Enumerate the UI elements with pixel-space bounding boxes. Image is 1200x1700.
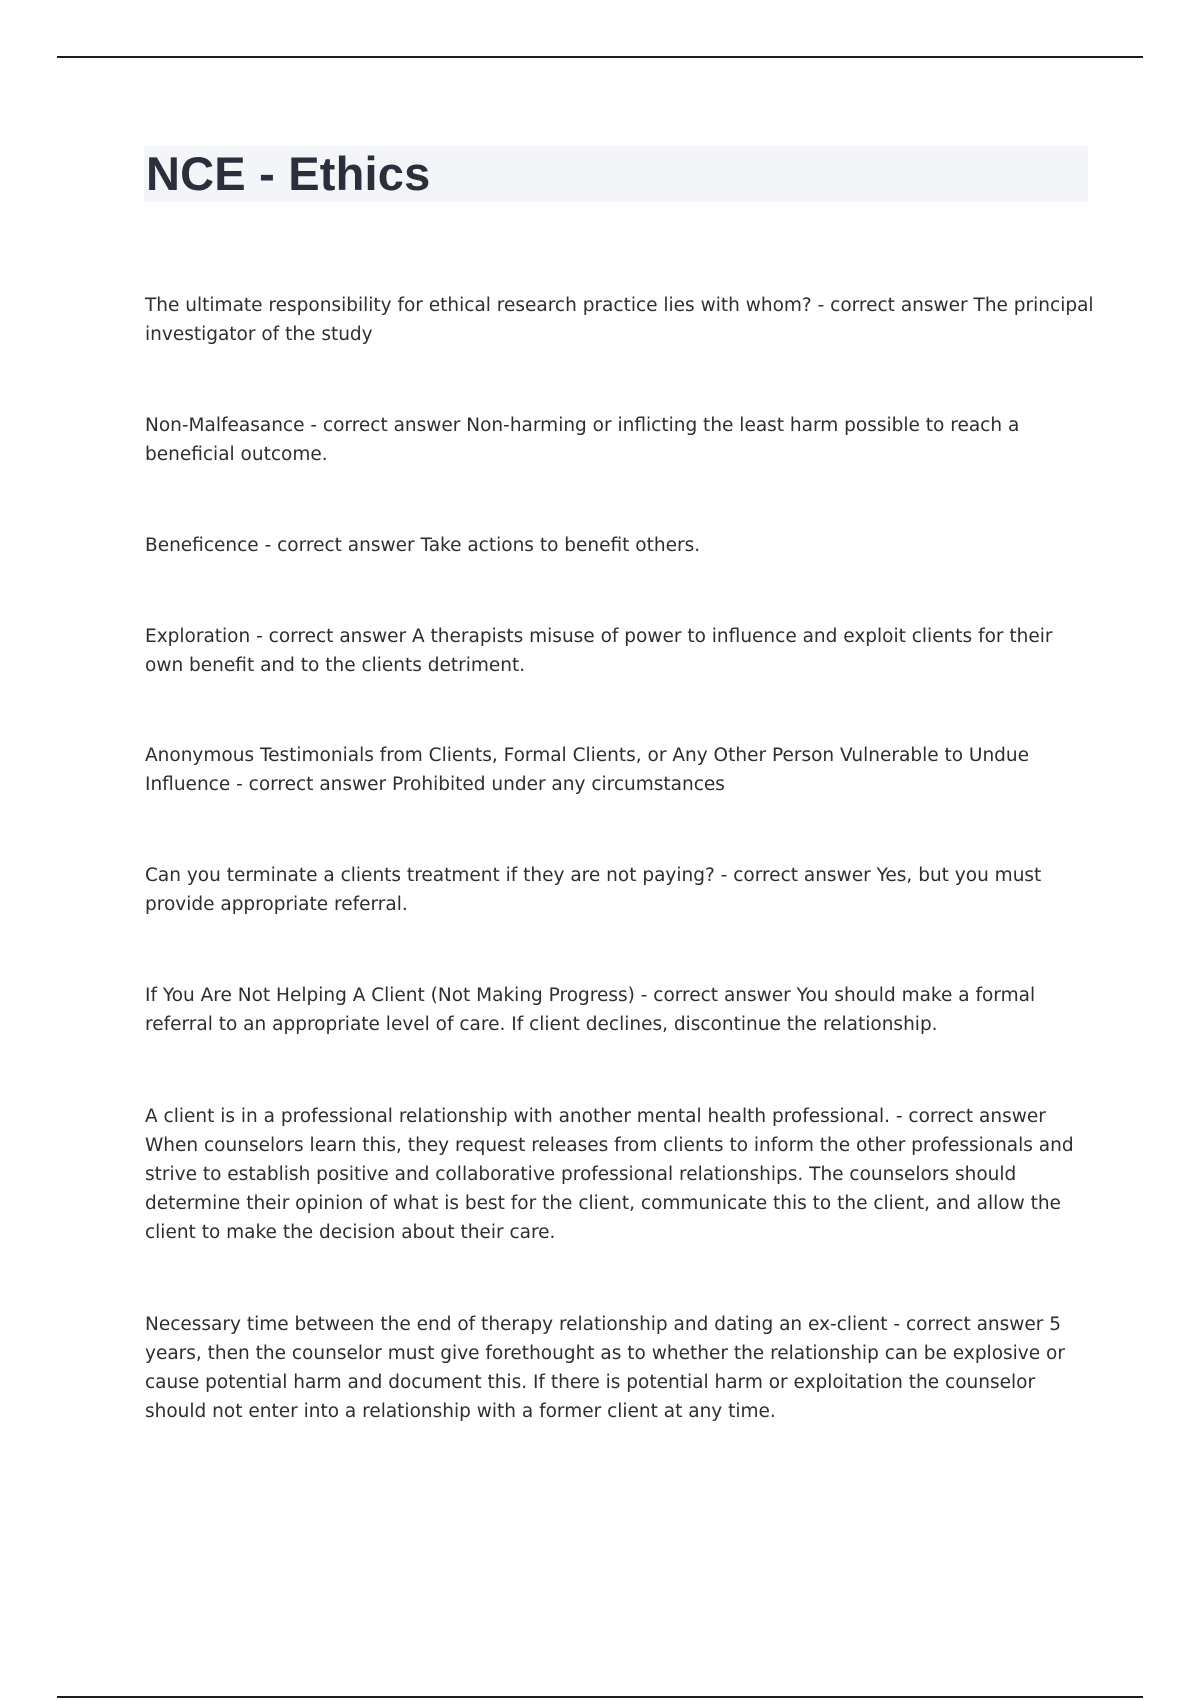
qa-entry-research-responsibility: The ultimate responsibility for ethical research practice lies with whom? - correct answer The principal investigator of the study: [145, 295, 1094, 345]
top-rule: [57, 56, 1143, 58]
qa-entry-not-helping-client: If You Are Not Helping A Client (Not Making Progress) - correct answer You should make a formal referral to an appropriate level of care. If client declines, discontinue the relationship.: [145, 985, 1036, 1035]
qa-entry-non-malfeasance: Non-Malfeasance - correct answer Non-harming or inflicting the least harm possible to reach a beneficial outcome.: [145, 415, 1020, 465]
qa-entry-terminate-nonpaying: Can you terminate a clients treatment if they are not paying? - correct answer Yes, but you must provide appropriate referral.: [145, 865, 1042, 915]
qa-entry-other-professional: A client is in a professional relationship with another mental health professional. - correct answer When counselors learn this, they request releases from clients to inform the other professionals and strive to establish positive and collaborative professional relationships. The counselors should determine their opinion of what is best for the client, communicate this to the client, and allow the client to make the decision about their care.: [145, 1106, 1074, 1243]
page-title: NCE - Ethics: [146, 147, 431, 200]
qa-entry-exploration: Exploration - correct answer A therapists misuse of power to influence and exploit clients for their own benefit and to the clients detriment.: [145, 626, 1053, 676]
qa-entry-dating-ex-client: Necessary time between the end of therapy relationship and dating an ex-client - correct answer 5 years, then the counselor must give forethought as to whether the relationship can be explosive or cause potential harm and document this. If there is potential harm or exploitation the counselor should not enter into a relationship with a former client at any time.: [145, 1314, 1065, 1422]
qa-entry-anonymous-testimonials: Anonymous Testimonials from Clients, Formal Clients, or Any Other Person Vulnerable to Undue Influence - correct answer Prohibited under any circumstances: [145, 745, 1030, 795]
bottom-rule: [57, 1696, 1143, 1698]
qa-entry-beneficence: Beneficence - correct answer Take actions to benefit others.: [145, 535, 701, 556]
